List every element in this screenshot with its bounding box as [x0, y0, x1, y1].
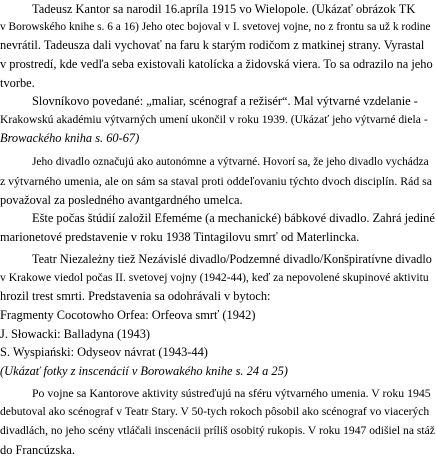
text-line: tvorbe.: [0, 76, 35, 90]
text-line: Tadeusz Kantor sa narodil 16.apríla 1915 vo Wielopole. (Ukázať obrázok TK: [32, 2, 416, 16]
text-line: J. Słowacki: Balladyna (1943): [0, 327, 151, 341]
text-line: považoval za posledného avantgardného umelca.: [0, 193, 243, 207]
text-line: v prostredí, kde vedľa seba existovali katolícka a židovská viera. To sa odrazilo na jeho: [0, 57, 433, 71]
text-line: hrozil trest smrti. Predstavenia sa odohrávali v bytoch:: [0, 289, 271, 303]
text-line: Fragmenty Cocotowho Orfea: Orfeova smrť (1942): [0, 308, 256, 322]
text-line: S. Wyspiański: Odyseov návrat (1943-44): [0, 345, 208, 359]
text-line: Krakowskú akadémiu výtvarných umení ukončil v roku 1939. (Ukázať jeho výtvarné diela -: [0, 113, 428, 126]
text-line: Teatr Niezależny tiež Nezávislé divadlo/Podzemné divadlo/Konšpiratívne divadlo: [32, 252, 432, 266]
text-line: v Krakowe viedol počas II. svetovej vojny (1942-44), keď za nepovolené skupinové aktivitu: [0, 271, 429, 284]
text-line: do Francúzska.: [0, 443, 76, 457]
text-line: Jeho divadlo označujú ako autonómne a výtvarné. Hovorí sa, že jeho divadlo vychádza: [32, 156, 429, 168]
text-line: divadlách, no jeho scény vtláčali inscenácii príliš osobitý rukopis. V roku 1947 odišiel na stáž: [0, 424, 435, 437]
text-line: Ešte počas štúdií založil Efeméme (a mechanické) bábkové divadlo. Zahrá jediné: [32, 211, 435, 225]
text-line: z výtvarného umenia, ale on sám sa staval proti oddeľovaniu týchto dvoch disciplín. Rád sa: [0, 174, 432, 188]
text-line: v Borowského knihe s. 6 a 16) Jeho otec bojoval v I. svetovej vojne, no z frontu sa už k rodine: [0, 21, 431, 33]
text-line: (Ukázať fotky z inscenácií v Borowakého knihe s. 24 a 25): [0, 364, 288, 378]
text-line: nevrátil. Tadeusza dali vychovať na faru k starým rodičom z matkinej strany. Vyrastal: [0, 38, 425, 52]
text-line: Browackého kniha s. 60-67): [0, 131, 140, 145]
text-line: Po vojne sa Kantorove aktivity sústreďujú na sféru výtvarného umenia. V roku 1945: [32, 386, 431, 400]
text-line: Slovníkovo povedané: „maliar, scénograf a režisér“. Mal výtvarné vzdelanie -: [32, 94, 418, 108]
text-line: marionetové predstavenie v roku 1938 Tintagilovu smrť od Materlincka.: [0, 230, 360, 244]
text-line: debutoval ako scénograf v Teatr Stary. V 50-tych rokoch pôsobil ako scénograf vo viacerých: [0, 405, 430, 418]
